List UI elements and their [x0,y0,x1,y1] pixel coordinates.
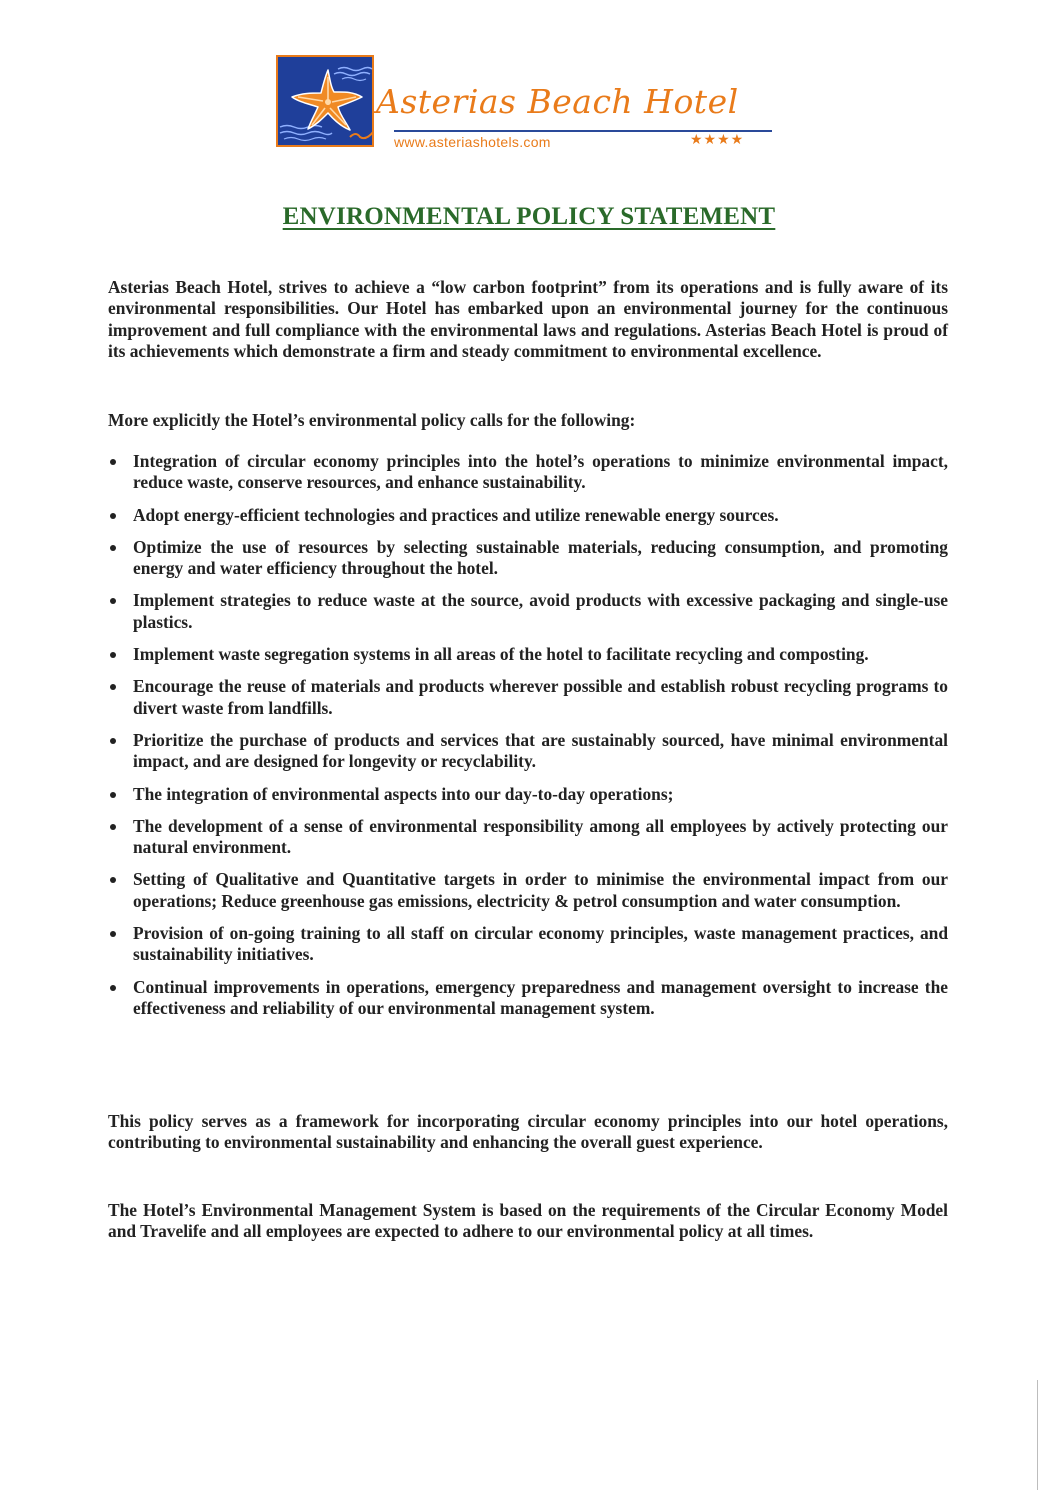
bullet-icon [110,545,116,551]
policy-item-text: Adopt energy-efficient technologies and practices and utilize renewable energy sources. [133,504,779,525]
policy-item-text: Encourage the reuse of materials and products wherever possible and establish robust recycling programs to divert waste from landfills. [133,676,948,718]
policy-item [108,451,948,494]
hotel-name-wordmark: Asterias Beach Hotel [376,82,739,121]
policy-item [108,784,948,805]
policy-item [108,676,948,719]
policy-item-text: Implement strategies to reduce waste at the source, avoid products with excessive packaging and single-use plastics. [133,590,948,632]
policy-item-text: The development of a sense of environmental responsibility among all employees by actively protecting our natural environment. [133,815,948,858]
policy-item-text: Continual improvements in operations, emergency preparedness and management oversight to increase the effectiveness and reliability of our environmental management system. [133,976,948,1018]
page-title: ENVIRONMENTAL POLICY STATEMENT [282,203,776,230]
bullet-icon [110,877,116,883]
hotel-logo [276,55,776,155]
policy-lead-text: More explicitly the Hotel’s environmental policy calls for the following: [108,410,636,430]
policy-item-text: The integration of environmental aspects into our day-to-day operations; [133,783,674,804]
bullet-icon [110,513,116,519]
closing-paragraph-ems: The Hotel’s Environmental Management System is based on the requirements of the Circular Economy Model and Travelife and all employees are expected to adhere to our environmental policy at all times. [108,1200,948,1242]
policy-item [108,644,948,665]
policy-item [108,816,948,859]
starfish-logo-icon [276,55,374,147]
policy-item-text: Prioritize the purchase of products and services that are sustainably sourced, have minimal environmental impact, and are designed for longevity or recyclability. [133,729,948,772]
bullet-icon [110,985,116,991]
bullet-icon [110,738,116,744]
policy-item [108,537,948,580]
bullet-icon [110,824,116,830]
policy-item-text: Setting of Qualitative and Quantitative targets in order to minimise the environmental impact from our operations; Reduce greenhouse gas emissions, electricity & petrol consumption and water consumption. [133,869,948,911]
policy-item [108,730,948,773]
star-rating-icon: ★★★★ [690,132,745,148]
closing-paragraph-framework: This policy serves as a framework for incorporating circular economy principles into our hotel operations, contributing to environmental sustainability and enhancing the overall guest experience. [108,1111,948,1153]
intro-paragraph: Asterias Beach Hotel, strives to achieve a “low carbon footprint” from its operations and is fully aware of its environmental responsibilities. Our Hotel has embarked upon an environmental journey for the continuous improvement and full compliance with the environmental laws and regulations. Asterias Beach Hotel is proud of its achievements which demonstrate a firm and steady commitment to environmental excellence. [108,277,948,361]
policy-item [108,590,948,633]
policy-item [108,977,948,1020]
policy-item [108,923,948,966]
bullet-icon [110,652,116,658]
bullet-icon [110,684,116,690]
policy-item-text: Provision of on-going training to all staff on circular economy principles, waste management practices, and sustainability initiatives. [133,923,948,965]
bullet-icon [110,459,116,465]
bullet-icon [110,598,116,604]
bullet-icon [110,931,116,937]
policy-item [108,869,948,912]
bullet-icon [110,792,116,798]
scan-edge-artifact [1037,1380,1038,1490]
policy-list [108,451,948,1030]
policy-item [108,505,948,526]
policy-item-text: Integration of circular economy principles into the hotel’s operations to minimize environmental impact, reduce waste, conserve resources, and enhance sustainability. [133,451,948,493]
policy-item-text: Optimize the use of resources by selecting sustainable materials, reducing consumption, and promoting energy and water efficiency throughout the hotel. [133,536,948,579]
policy-item-text: Implement waste segregation systems in all areas of the hotel to facilitate recycling and composting. [133,644,869,665]
hotel-website-url: www.asteriashotels.com [394,134,551,150]
